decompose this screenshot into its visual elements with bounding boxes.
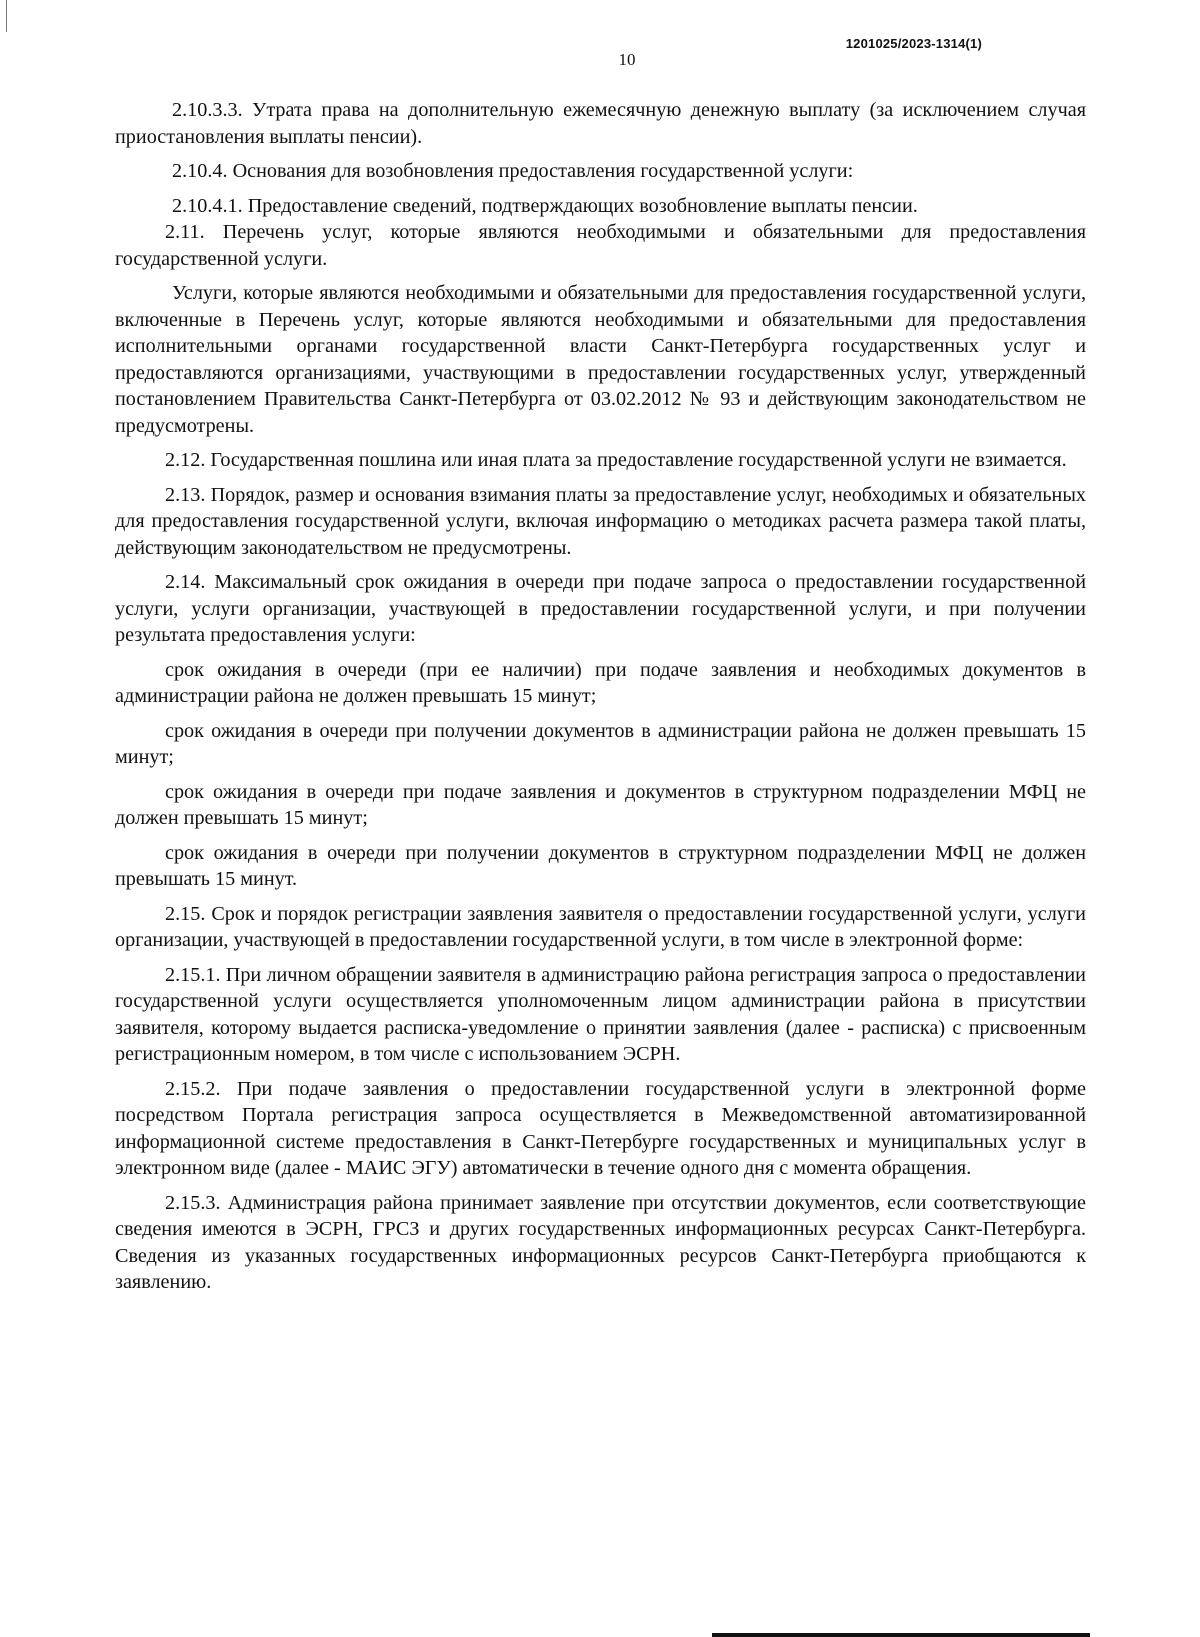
paragraph-2-10-3-3: 2.10.3.3. Утрата права на дополнительную ежемесячную денежную выплату (за исключением случая приостановления выплаты пенсии). [115,99,1086,148]
registration-number: 1201025/2023-1314(1) [845,36,982,51]
paragraph-2-12: 2.12. Государственная пошлина или иная плата за предоставление государственной услуги не взимается. [165,449,1067,471]
bottom-rule [712,1633,1090,1637]
scan-edge-mark [6,0,7,32]
paragraph-2-15-3: 2.15.3. Администрация района принимает заявление при отсутствии документов, если соответствующие сведения имеются в ЭСРН, ГРСЗ и других государственных информационных ресурсах Санкт-Петербурга. Сведения из указанных государственных информационных ресурсов Санкт-Петербурга приобщаются к заявлению. [115,1191,1086,1293]
paragraph-2-15-2: 2.15.2. При подаче заявления о предоставлении государственной услуги в электронной форме посредством Портала регистрация запроса осуществляется в Межведомственной автоматизированной информационной системе предоставления в Санкт-Петербурге государственных и муниципальных услуг в электронном виде (далее - МАИС ЭГУ) автоматически в течение одного дня с момента обращения. [115,1077,1086,1179]
paragraph-2-15: 2.15. Срок и порядок регистрации заявления заявителя о предоставлении государственной услуги, услуги организации, участвующей в предоставлении государственной услуги, в том числе в электронной форме: [115,902,1086,951]
document-body [115,97,1086,1304]
paragraph-2-10-4: 2.10.4. Основания для возобновления предоставления государственной услуги: [172,160,854,182]
paragraph-wait-receipt: срок ожидания в очереди при получении документов в администрации района не должен превышать 15 минут; [115,719,1086,768]
page-number: 10 [618,50,636,69]
paragraph-services: Услуги, которые являются необходимыми и обязательными для предоставления государственной услуги, включенные в Перечень услуг, которые являются необходимыми и обязательными для предоставления исполнительными органами государственной власти Санкт-Петербурга государственных услуг и предоставляются организациями, участвующими в предоставлении государственных услуг, утвержденный постановлением Правительства Санкт-Петербурга от 03.02.2012 № 93 и действующим законодательством не предусмотрены. [115,282,1086,437]
paragraph-wait-mfc-receipt: срок ожидания в очереди при получении документов в структурном подразделении МФЦ не должен превышать 15 минут. [115,841,1086,890]
paragraph-2-14: 2.14. Максимальный срок ожидания в очереди при подаче запроса о предоставлении государственной услуги, услуги организации, участвующей в предоставлении государственной услуги, и при получении результата предоставления услуги: [115,571,1086,646]
paragraph-wait-mfc-submission: срок ожидания в очереди при подаче заявления и документов в структурном подразделении МФЦ не должен превышать 15 минут; [115,780,1086,829]
paragraph-wait-submission: срок ожидания в очереди (при ее наличии) при подаче заявления и необходимых документов в администрации района не должен превышать 15 минут; [115,658,1086,707]
paragraph-2-13: 2.13. Порядок, размер и основания взимания платы за предоставление услуг, необходимых и обязательных для предоставления государственной услуги, включая информацию о методиках расчета размера такой платы, действующим законодательством не предусмотрены. [115,483,1086,559]
paragraph-2-10-4-1: 2.10.4.1. Предоставление сведений, подтверждающих возобновление выплаты пенсии. [172,194,918,217]
paragraph-2-15-1: 2.15.1. При личном обращении заявителя в администрацию района регистрация запроса о предоставлении государственной услуги осуществляется уполномоченным лицом администрации района в присутствии заявителя, которому выдается расписка-уведомление о принятии заявления (далее - расписка) с присвоенным регистрационным номером, в том числе с использованием ЭСРН. [115,963,1086,1065]
paragraph-2-11: 2.11. Перечень услуг, которые являются необходимыми и обязательными для предоставления государственной услуги. [115,221,1086,270]
